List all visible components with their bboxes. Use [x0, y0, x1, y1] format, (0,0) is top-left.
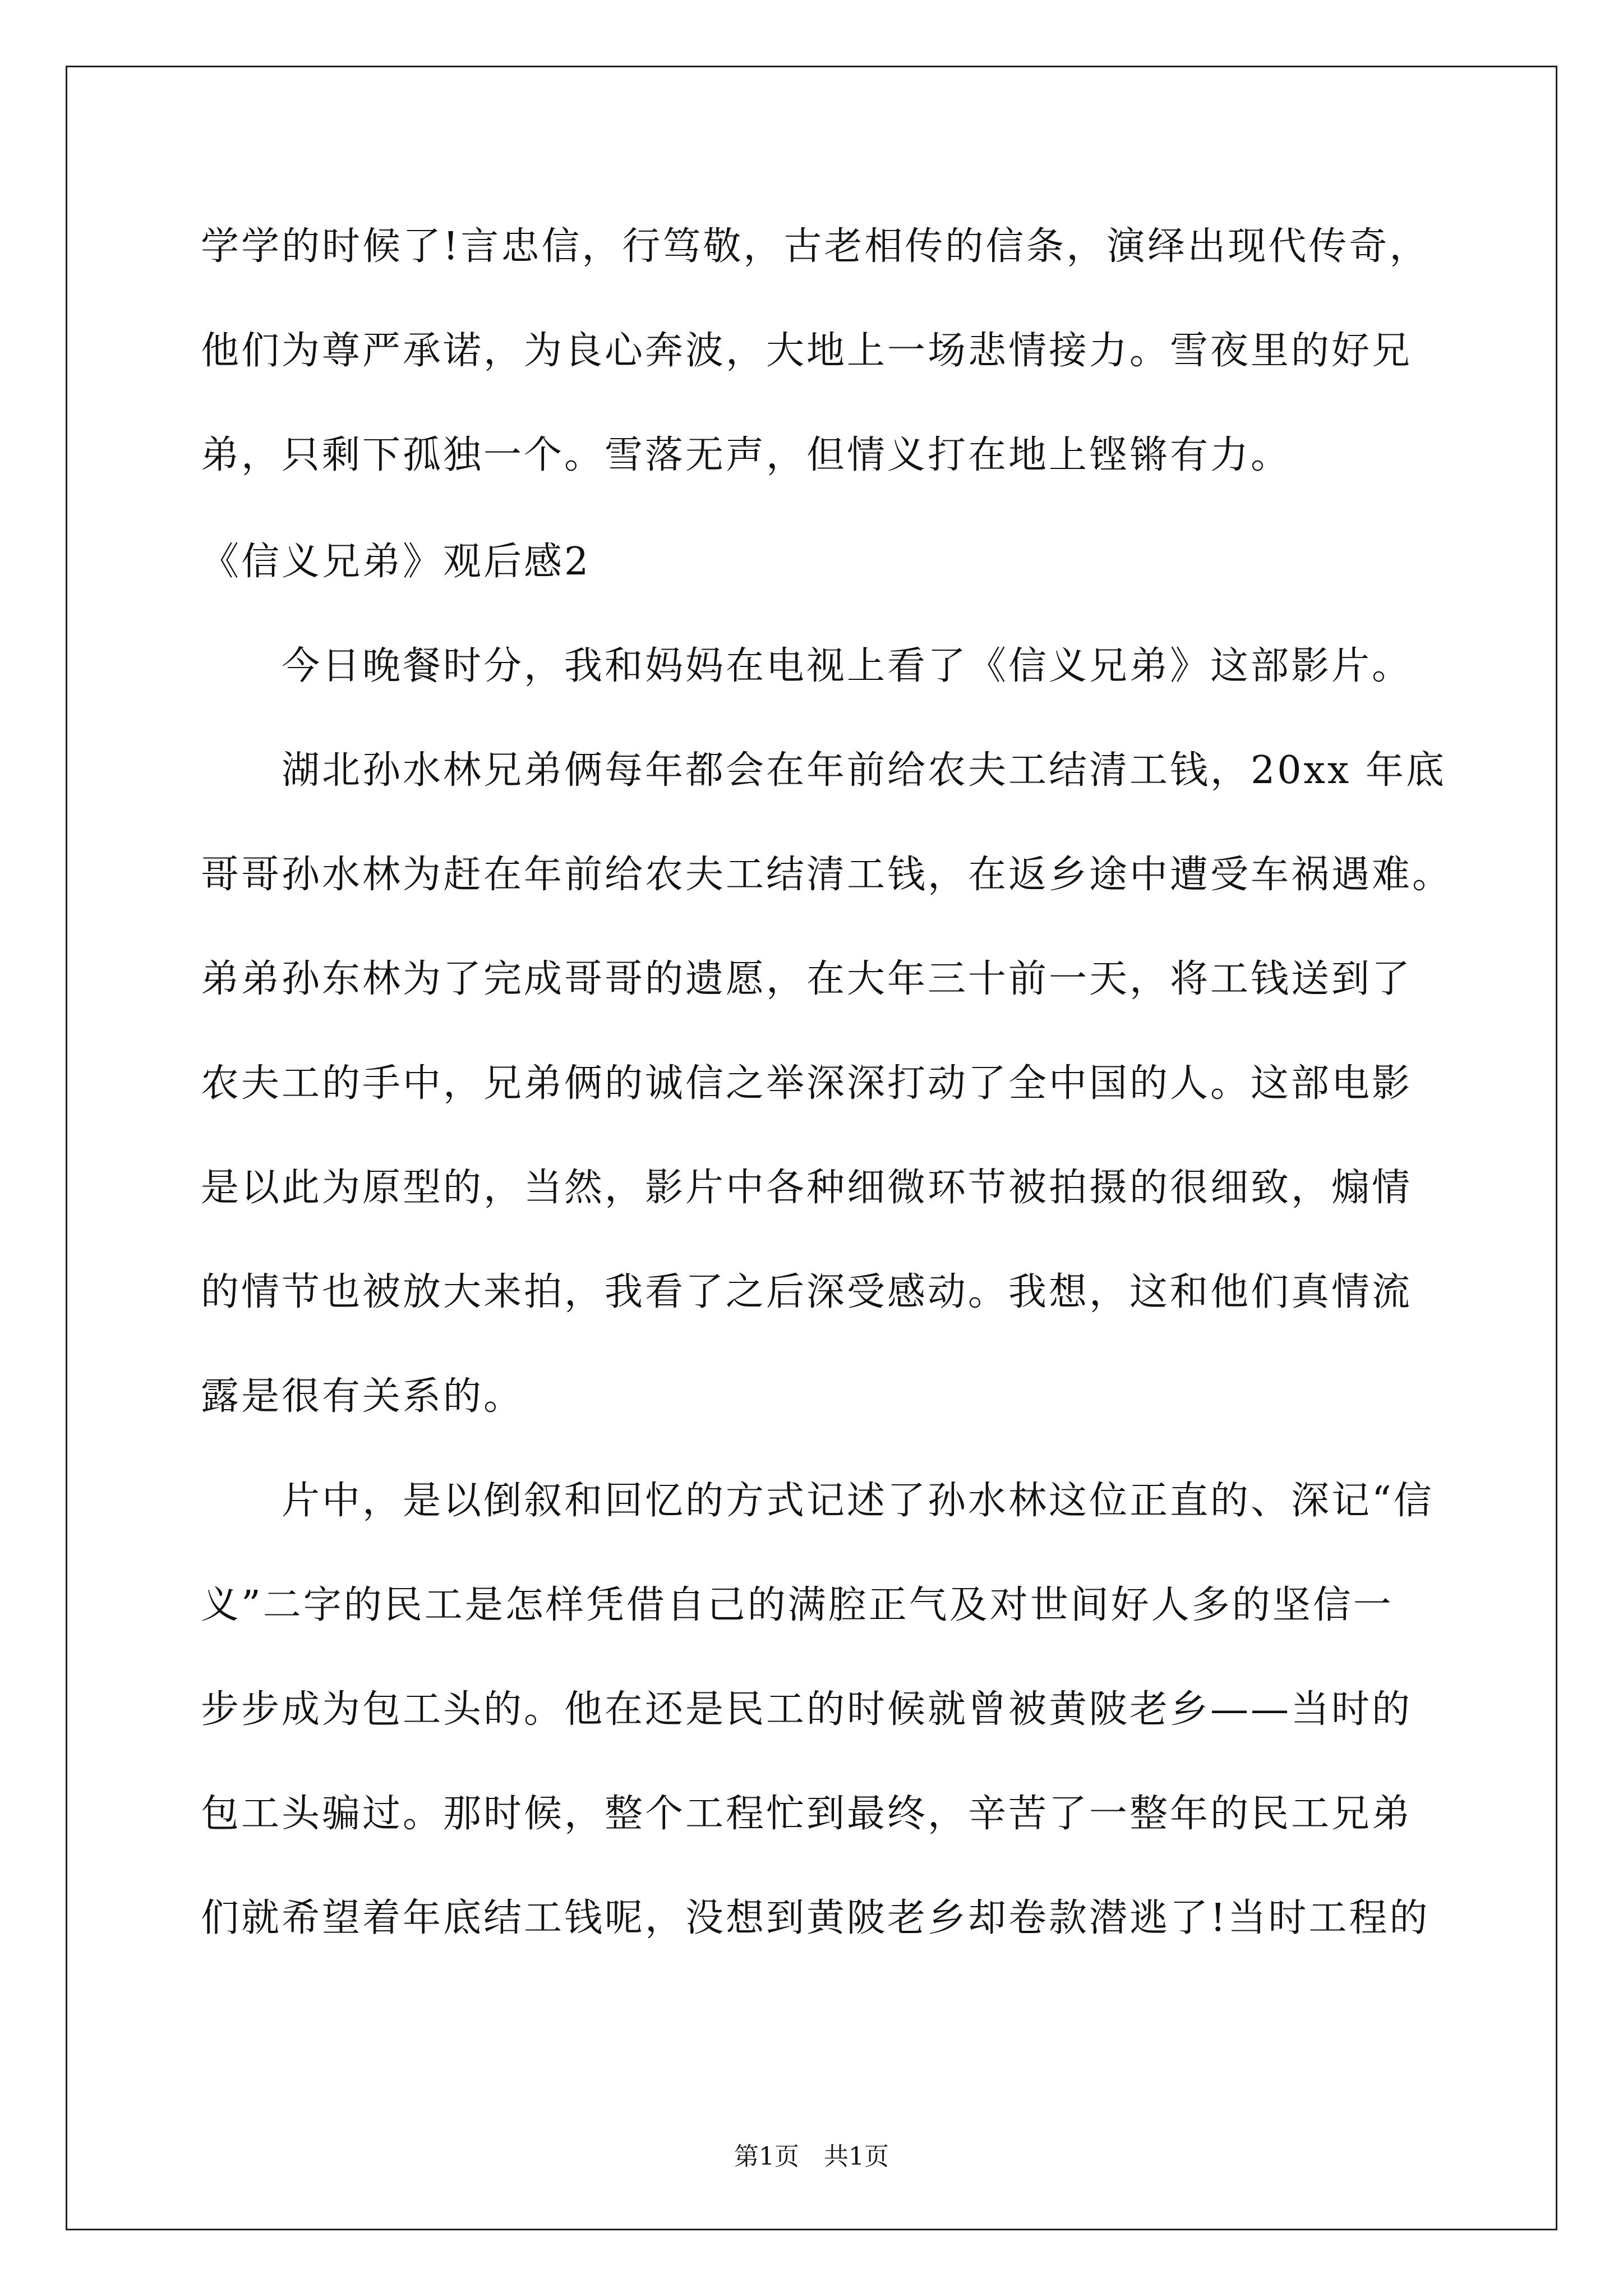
text-line: 是以此为原型的，当然，影片中各种细微环节被拍摄的很细致，煽情 — [201, 1166, 1413, 1210]
text-line: 步步成为包工头的。他在还是民工的时候就曾被黄陂老乡——当时的 — [201, 1687, 1413, 1732]
text-line: 哥哥孙水林为赶在年前给农夫工结清工钱，在返乡途中遭受车祸遇难。 — [201, 853, 1453, 897]
text-line: 学学的时候了!言忠信，行笃敬，古老相传的信条，演绎出现代传奇， — [201, 224, 1430, 269]
text-line: 义”二字的民工是怎样凭借自己的满腔正气及对世间好人多的坚信一 — [201, 1583, 1394, 1627]
text-line: 片中，是以倒叙和回忆的方式记述了孙水林这位正直的、深记“信 — [201, 1479, 1434, 1523]
text-line: 的情节也被放大来拍，我看了之后深受感动。我想，这和他们真情流 — [201, 1270, 1413, 1314]
section-heading: 《信义兄弟》观后感2 — [201, 540, 591, 584]
text-line: 露是很有关系的。 — [201, 1374, 524, 1419]
text-line: 湖北孙水林兄弟俩每年都会在年前给农夫工结清工钱，20xx 年底 — [201, 748, 1446, 793]
text-line: 弟弟孙东林为了完成哥哥的遗愿，在大年三十前一天，将工钱送到了 — [201, 957, 1413, 1001]
page-number: 第1页 共1页 — [734, 2142, 889, 2171]
text-line: 弟，只剩下孤独一个。雪落无声，但情义打在地上铿锵有力。 — [201, 433, 1292, 477]
text-line: 农夫工的手中，兄弟俩的诚信之举深深打动了全中国的人。这部电影 — [201, 1061, 1413, 1106]
text-line: 他们为尊严承诺，为良心奔波，大地上一场悲情接力。雪夜里的好兄 — [201, 329, 1413, 373]
text-line: 包工头骗过。那时候，整个工程忙到最终，辛苦了一整年的民工兄弟 — [201, 1792, 1413, 1836]
text-line: 今日晚餐时分，我和妈妈在电视上看了《信义兄弟》这部影片。 — [201, 644, 1413, 688]
text-line: 们就希望着年底结工钱呢，没想到黄陂老乡却卷款潜逃了!当时工程的 — [201, 1896, 1430, 1940]
